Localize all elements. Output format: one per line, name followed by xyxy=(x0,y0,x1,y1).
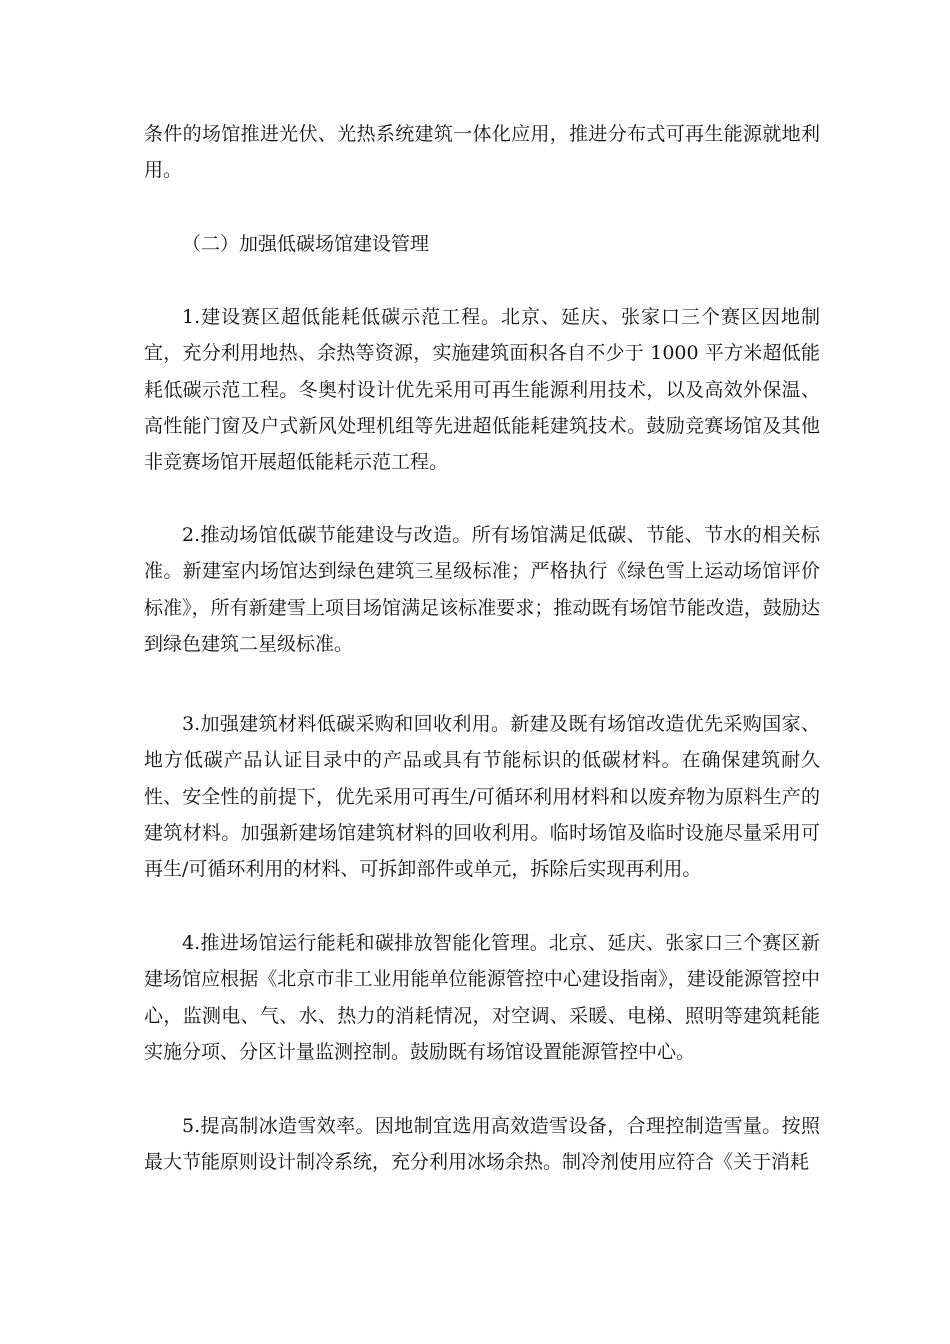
paragraph-item-2: 2.推动场馆低碳节能建设与改造。所有场馆满足低碳、节能、节水的相关标准。新建室内场馆达到绿色建筑三星级标准；严格执行《绿色雪上运动场馆评价标准》，所有新建雪上项目场馆满足该标准要求；推动既有场馆节能改造，鼓励达到绿色建筑二星级标准。 xyxy=(144,524,820,655)
paragraph-item-3: 3.加强建筑材料低碳采购和回收利用。新建及既有场馆改造优先采购国家、地方低碳产品认证目录中的产品或具有节能标识的低碳材料。在确保建筑耐久性、安全性的前提下，优先采用可再生/可循环利用材料和以废弃物为原料生产的建筑材料。加强新建场馆建筑材料的回收利用。临时场馆及临时设施尽量采用可再生/可循环利用的材料、可拆卸部件或单元，拆除后实现再利用。 xyxy=(144,713,820,881)
paragraph-item-4: 4.推进场馆运行能耗和碳排放智能化管理。北京、延庆、张家口三个赛区新建场馆应根据《北京市非工业用能单位能源管控中心建设指南》，建设能源管控中心，监测电、气、水、热力的消耗情况，对空调、采暖、电梯、照明等建筑耗能实施分项、分区计量监测控制。鼓励既有场馆设置能源管控中心。 xyxy=(144,932,820,1063)
paragraph-item-5: 5.提高制冰造雪效率。因地制宜选用高效造雪设备，合理控制造雪量。按照最大节能原则设计制冷系统，充分利用冰场余热。制冷剂使用应符合《关于消耗 xyxy=(144,1115,820,1174)
paragraph-item-1: 1.建设赛区超低能耗低碳示范工程。北京、延庆、张家口三个赛区因地制宜，充分利用地热、余热等资源，实施建筑面积各自不少于 1000 平方米超低能耗低碳示范工程。冬奥村设计优先采用可再生能源利用技术，以及高效外保温、高性能门窗及户式新风处理机组等先进超低能耗建筑技术。鼓励竞赛场馆及其他非竞赛场馆开展超低能耗示范工程。 xyxy=(144,306,820,474)
paragraph-continuation: 条件的场馆推进光伏、光热系统建筑一体化应用，推进分布式可再生能源就地利用。 xyxy=(144,123,820,182)
section-heading: （二）加强低碳场馆建设管理 xyxy=(182,233,430,255)
